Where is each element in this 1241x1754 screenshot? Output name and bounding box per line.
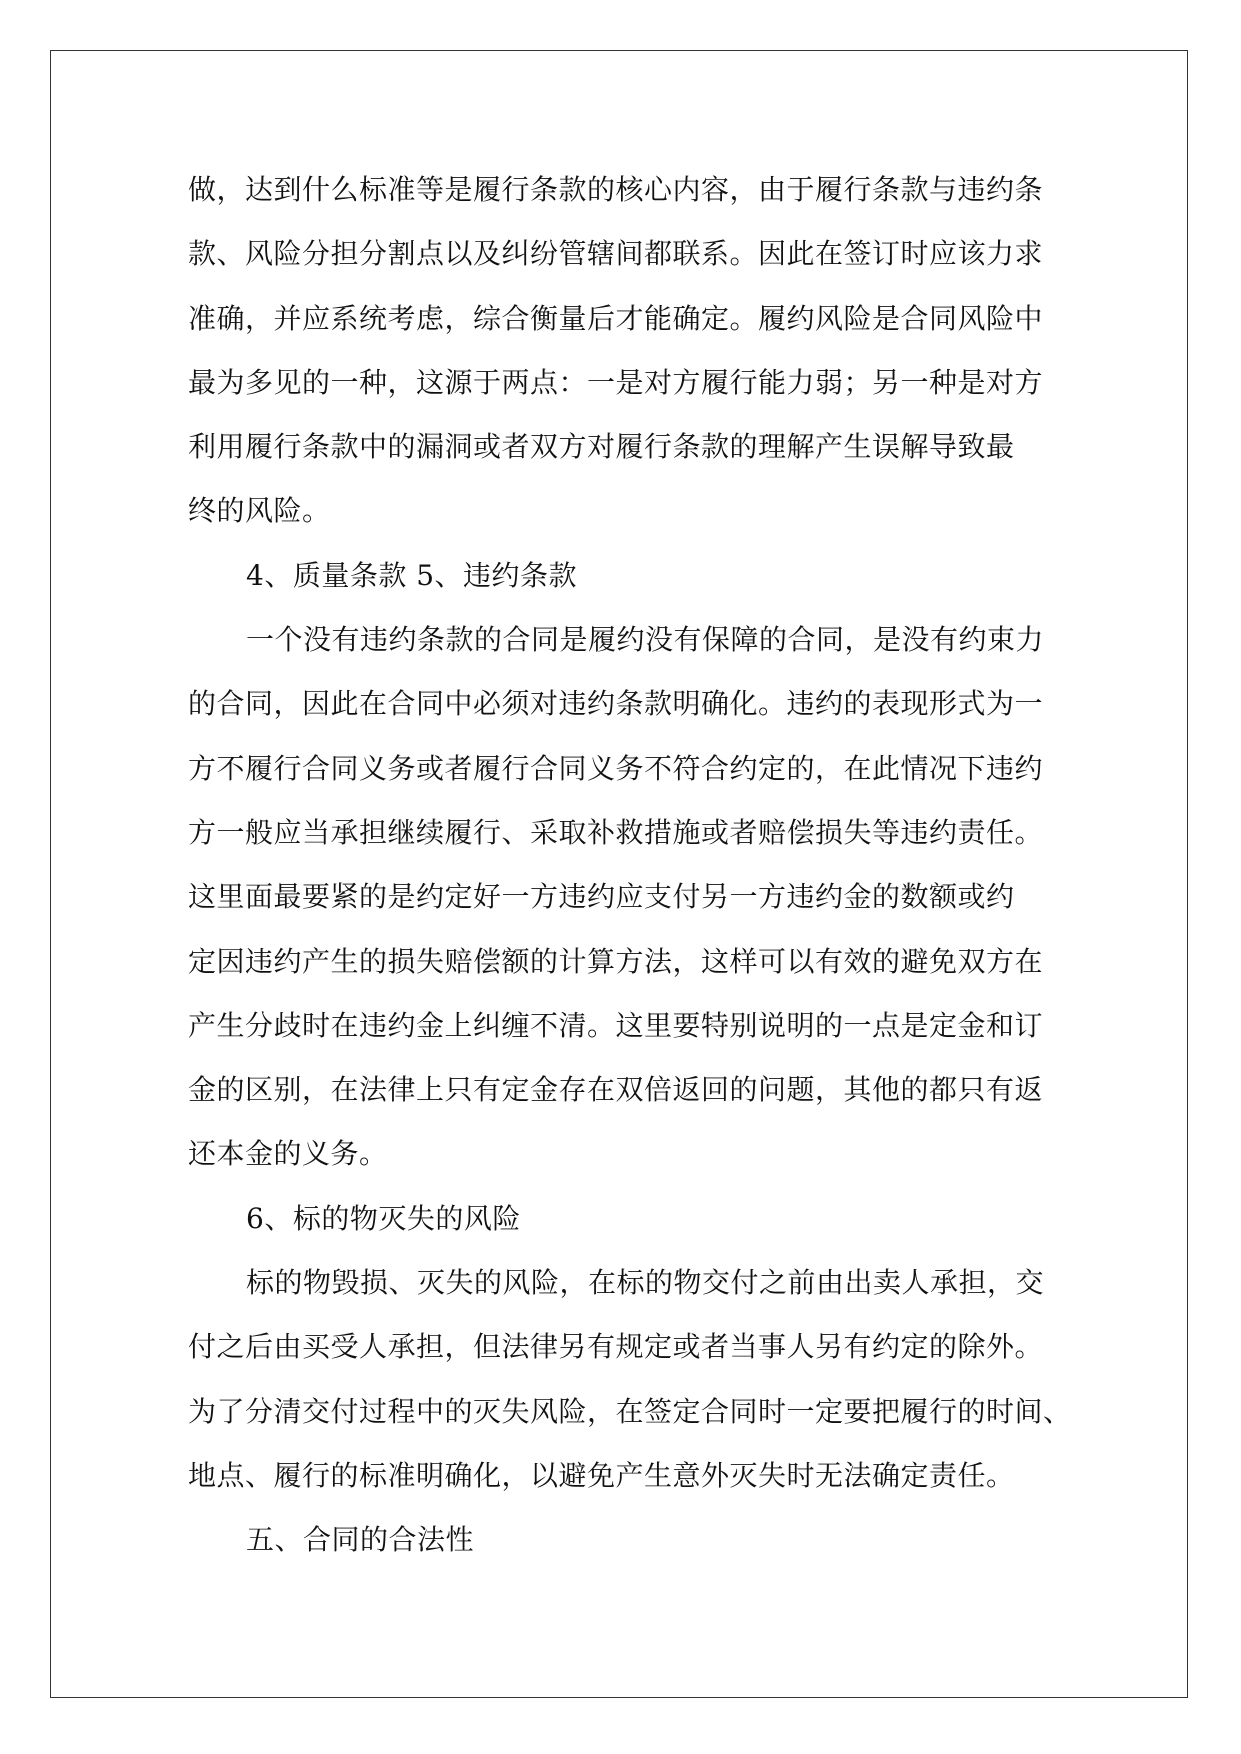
text-line: 最为多见的一种，这源于两点：一是对方履行能力弱；另一种是对方 xyxy=(188,365,1044,399)
text-line: 还本金的义务。 xyxy=(188,1137,388,1171)
text-line: 终的风险。 xyxy=(188,494,331,528)
paragraph-first-line: 标的物毁损、灭失的风险，在标的物交付之前由出卖人承担，交 xyxy=(246,1266,1045,1300)
section-heading: 五、合同的合法性 xyxy=(246,1523,475,1557)
text-line: 准确，并应系统考虑，综合衡量后才能确定。履约风险是合同风险中 xyxy=(188,301,1044,335)
text-line: 金的区别，在法律上只有定金存在双倍返回的问题，其他的都只有返 xyxy=(188,1073,1044,1107)
text-line: 方不履行合同义务或者履行合同义务不符合约定的，在此情况下违约 xyxy=(188,751,1044,785)
text-line: 款、风险分担分割点以及纠纷管辖间都联系。因此在签订时应该力求 xyxy=(188,237,1044,271)
text-line: 利用履行条款中的漏洞或者双方对履行条款的理解产生误解导致最 xyxy=(188,430,1015,464)
text-line: 方一般应当承担继续履行、采取补救措施或者赔偿损失等违约责任。 xyxy=(188,815,1044,849)
document-body xyxy=(188,158,1072,1573)
text-line: 做，达到什么标准等是履行条款的核心内容，由于履行条款与违约条 xyxy=(188,173,1044,206)
text-line: 付之后由买受人承担，但法律另有规定或者当事人另有约定的除外。 xyxy=(188,1330,1044,1364)
text-line: 定因违约产生的损失赔偿额的计算方法，这样可以有效的避免双方在 xyxy=(188,944,1044,978)
text-line: 产生分歧时在违约金上纠缠不清。这里要特别说明的一点是定金和订 xyxy=(188,1008,1044,1042)
text-line: 地点、履行的标准明确化，以避免产生意外灭失时无法确定责任。 xyxy=(188,1458,1015,1492)
text-line: 为了分清交付过程中的灭失风险，在签定合同时一定要把履行的时间、 xyxy=(188,1394,1072,1428)
section-heading: 6、标的物灭失的风险 xyxy=(246,1201,521,1235)
text-line: 的合同，因此在合同中必须对违约条款明确化。违约的表现形式为一 xyxy=(188,687,1044,721)
text-line: 这里面最要紧的是约定好一方违约应支付另一方违约金的数额或约 xyxy=(188,880,1015,914)
section-heading: 4、质量条款 5、违约条款 xyxy=(246,558,578,592)
paragraph-first-line: 一个没有违约条款的合同是履约没有保障的合同，是没有约束力 xyxy=(246,623,1045,657)
